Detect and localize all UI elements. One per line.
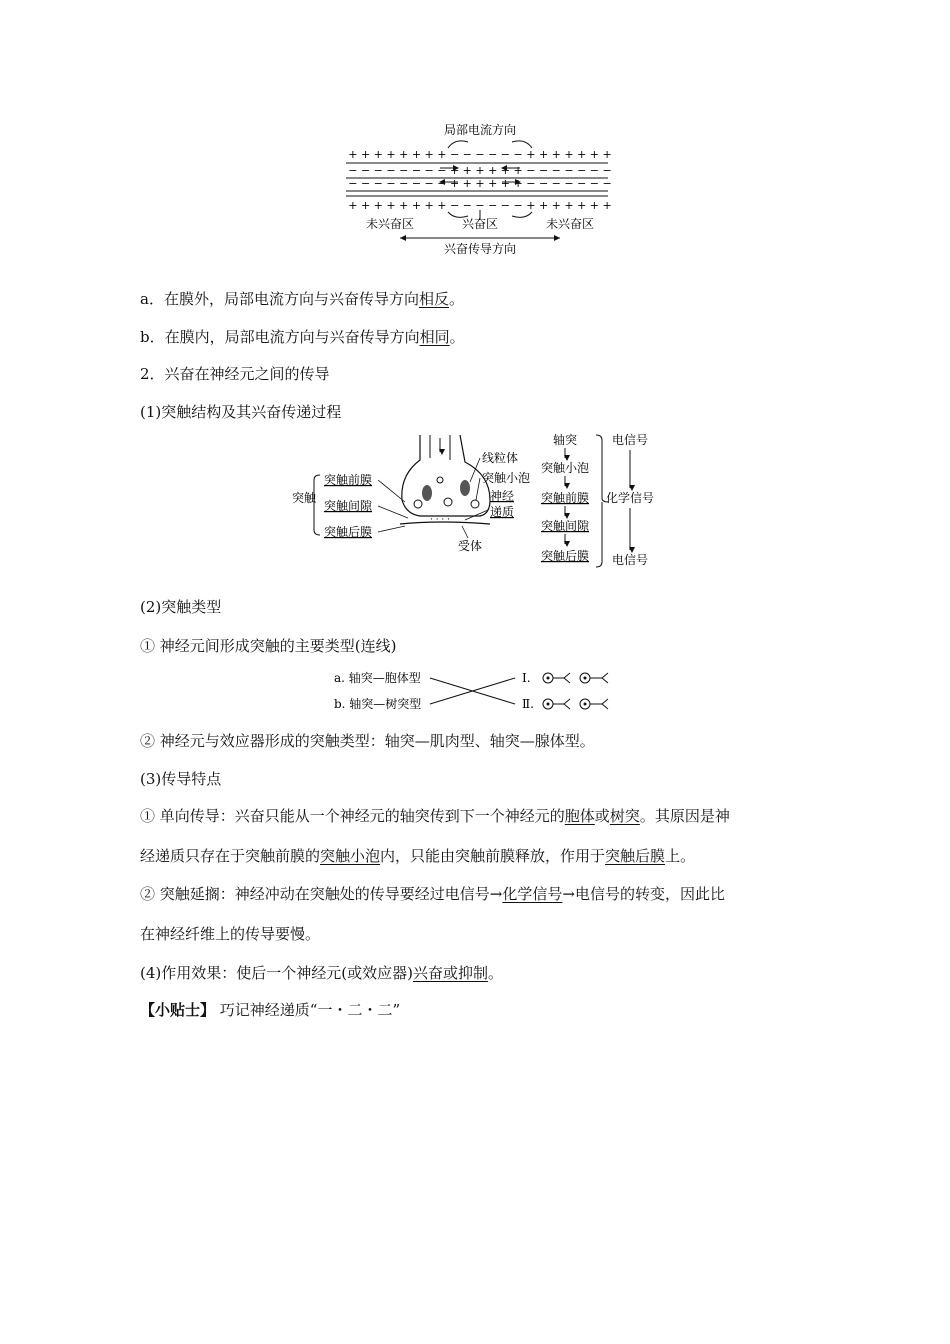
paragraph-d1: ① 单向传导：兴奋只能从一个神经元的轴突传到下一个神经元的胞体或树突。其原因是神 [140, 807, 730, 825]
chain-2: 突触前膜 [540, 491, 590, 505]
fig1-row-top-inner: − − − − − − − − + + + + + + − − − − − − − [348, 164, 612, 177]
cleft-label: 突触间隙 [324, 499, 373, 513]
type-ii-icon [543, 699, 608, 709]
tip-text: 巧记神经递质“一・二・二” [219, 1001, 401, 1019]
paragraph-b: b．在膜内，局部电流方向与兴奋传导方向相同。 [140, 328, 465, 346]
heading-2: 2．兴奋在神经元之间的传导 [140, 365, 330, 383]
sig-elec-2: 电信号 [611, 553, 649, 567]
sig-chem: 化学信号 [605, 491, 655, 505]
paragraph-e2: 在神经纤维上的传导要慢。 [140, 925, 321, 943]
post-membrane-label: 突触后膜 [324, 525, 373, 539]
synapse-diagram [290, 430, 670, 575]
chain-4: 突触后膜 [540, 549, 590, 563]
heading-2-1: (1)突触结构及其兴奋传递过程 [140, 403, 342, 421]
type-b: b. 轴突—树突型 [334, 697, 422, 711]
sig-elec-1: 电信号 [611, 433, 649, 447]
paragraph-c2: ② 神经元与效应器形成的突触类型：轴突—肌肉型、轴突—腺体型。 [140, 732, 595, 750]
fig1-zone-mid: 兴奋区 [461, 217, 499, 231]
answer-effect: 兴奋或抑制 [412, 964, 488, 982]
type-a: a. 轴突—胞体型 [334, 671, 421, 685]
fig1-row-top: + + + + + + + + − − − − − − + + + + + + + [348, 148, 612, 161]
fig1-zone-left: 未兴奋区 [365, 217, 415, 231]
answer-vesicle: 突触小泡 [320, 847, 381, 865]
nt-label-1: 神经 [490, 489, 515, 503]
chain-1: 突触小泡 [540, 461, 590, 475]
paragraph-a: a．在膜外，局部电流方向与兴奋传导方向相反。 [140, 290, 464, 308]
vesicle-label: 突触小泡 [482, 471, 531, 485]
pre-membrane-label: 突触前膜 [324, 473, 373, 487]
answer-dendrite: 树突 [609, 807, 640, 825]
paragraph-f: (4)作用效果：使后一个神经元(或效应器)兴奋或抑制。 [140, 964, 503, 982]
paragraph-d2: 经递质只存在于突触前膜的突触小泡内，只能由突触前膜释放，作用于突触后膜上。 [140, 847, 696, 865]
answer-a: 相反 [418, 290, 449, 308]
tip-line [140, 1000, 400, 1020]
heading-2-2: (2)突触类型 [140, 598, 222, 616]
type-ii: Ⅱ. [522, 697, 534, 711]
local-current-diagram [340, 120, 620, 260]
paragraph-e1: ② 突触延搁：神经冲动在突触处的传导要经过电信号→化学信号→电信号的转变，因此比 [140, 885, 725, 903]
answer-chem-signal: 化学信号 [502, 885, 563, 903]
answer-b: 相同 [419, 328, 450, 346]
fig1-title: 局部电流方向 [443, 123, 517, 137]
svg-text:· · · ·: · · · · [429, 515, 451, 525]
answer-post-membrane: 突触后膜 [605, 847, 666, 865]
chain-0: 轴突 [552, 433, 578, 447]
paragraph-c1: ① 神经元间形成突触的主要类型(连线) [140, 637, 397, 655]
nt-label-2: 递质 [490, 505, 515, 519]
answer-soma: 胞体 [564, 807, 595, 825]
tip-label: 【小贴士】 [140, 1001, 216, 1019]
type-i: Ⅰ. [522, 671, 531, 685]
chain-3: 突触间隙 [540, 519, 590, 533]
receptor-label: 受体 [458, 539, 483, 553]
mito-label: 线粒体 [482, 451, 519, 465]
synapse-label: 突触 [291, 491, 317, 505]
type-i-icon [543, 673, 608, 683]
heading-2-3: (3)传导特点 [140, 770, 222, 788]
fig1-row-mid: − − − − − − − − + + + + + + − − − − − − − [348, 177, 612, 190]
synapse-type-matching [330, 666, 630, 716]
fig1-zone-right: 未兴奋区 [545, 217, 595, 231]
fig1-row-bottom: + + + + + + + + − − − − − − + + + + + + + [348, 199, 612, 212]
axon-terminal [402, 435, 490, 516]
fig1-direction: 兴奋传导方向 [443, 242, 517, 256]
